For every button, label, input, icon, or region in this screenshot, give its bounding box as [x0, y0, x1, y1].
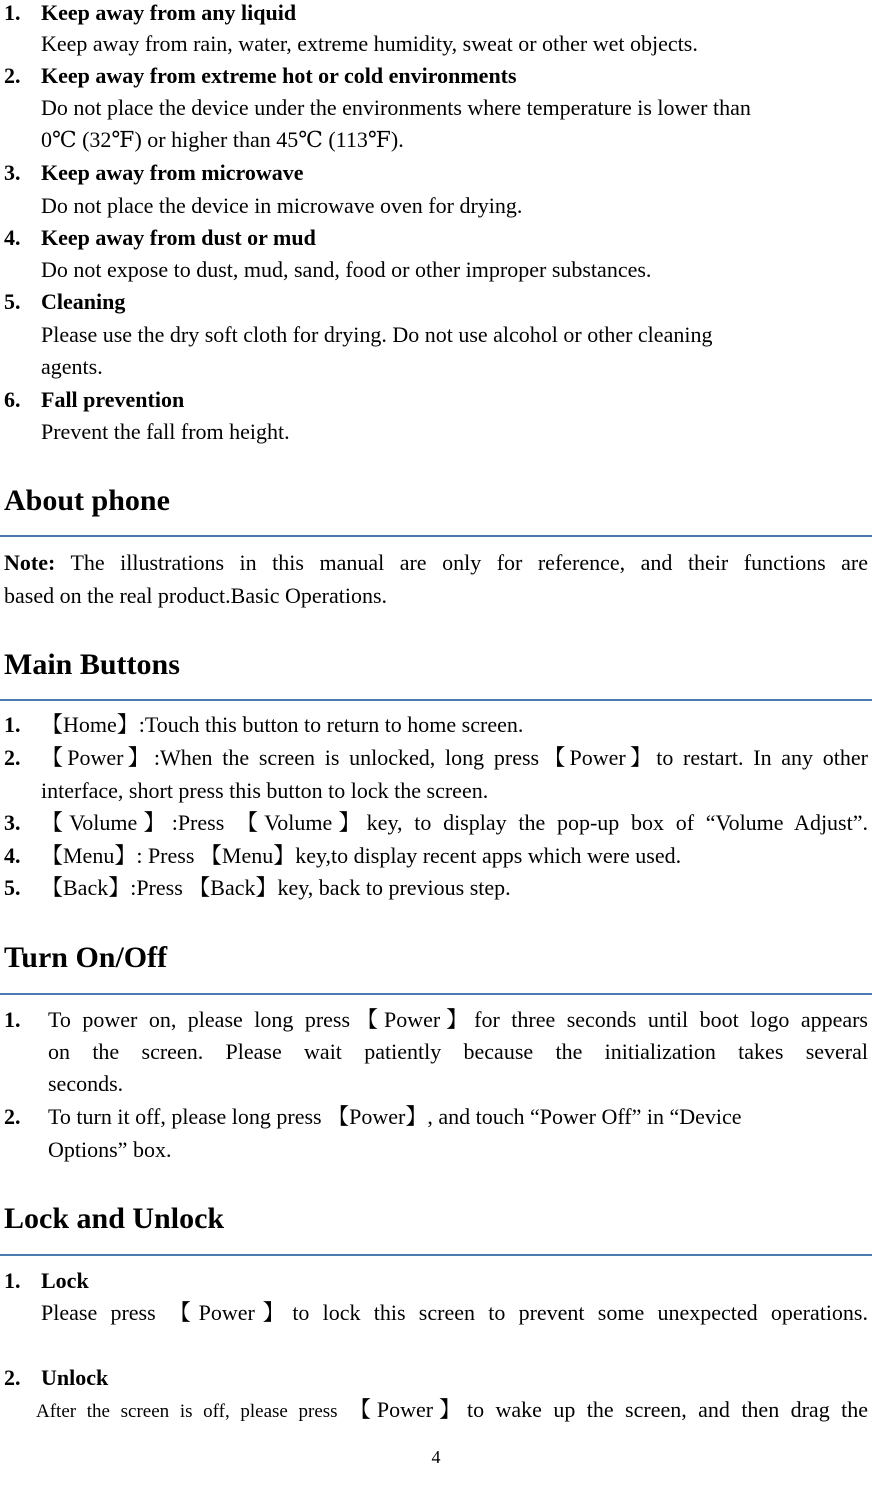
main-buttons-heading: Main Buttons	[4, 648, 180, 681]
main-buttons-rule	[0, 699, 872, 701]
button-item-4-text: 【Menu】: Press 【Menu】key,to display recent apps which were used.	[41, 843, 682, 868]
care-item-2-text-2: 0℃ (32℉) or higher than 45℃ (113℉).	[41, 127, 404, 152]
note-text: The illustrations in this manual are only for reference, and their functions are	[70, 550, 869, 575]
care-item-1-text: Keep away from rain, water, extreme humidity, sweat or other wet objects.	[41, 31, 698, 56]
turn-item-2-text-1: To turn it off, please long press 【Power】, and touch “Power Off” in “Device	[48, 1104, 742, 1129]
note-label: Note:	[4, 550, 56, 575]
turn-item-2-number: 2.	[4, 1104, 21, 1129]
care-item-2-text-1: Do not place the device under the environments where temperature is lower than	[41, 95, 751, 120]
button-item-2-number: 2.	[4, 745, 21, 770]
care-item-6-text: Prevent the fall from height.	[41, 419, 290, 444]
about-note-line-2: based on the real product.Basic Operations.	[4, 583, 388, 608]
care-item-2-number: 2.	[4, 63, 21, 88]
care-item-6-number: 6.	[4, 387, 21, 412]
care-item-1-number: 1.	[4, 0, 21, 25]
about-note-line-1	[4, 550, 868, 576]
button-item-3-text: 【Volume】:Press 【Volume】key, to display the pop-up box of “Volume Adjust”.	[41, 810, 868, 835]
turn-on-off-heading: Turn On/Off	[4, 941, 168, 974]
care-item-3-title: Keep away from microwave	[41, 160, 304, 185]
page-number: 4	[431, 1447, 441, 1467]
turn-item-1-number: 1.	[4, 1007, 21, 1032]
lock-unlock-rule	[0, 1254, 872, 1256]
button-item-5-text: 【Back】:Press 【Back】key, back to previous step.	[41, 875, 511, 900]
care-item-6-title: Fall prevention	[41, 387, 185, 412]
lock-item-2-text	[36, 1397, 868, 1425]
turn-on-off-rule	[0, 993, 872, 995]
lock-item-1-number: 1.	[4, 1268, 21, 1293]
care-item-5-number: 5.	[4, 289, 21, 314]
button-item-1-number: 1.	[4, 712, 21, 737]
about-phone-rule	[0, 535, 872, 537]
button-item-1-text: 【Home】:Touch this button to return to home screen.	[41, 712, 524, 737]
button-item-4-number: 4.	[4, 843, 21, 868]
button-item-5-number: 5.	[4, 875, 21, 900]
lock-unlock-heading: Lock and Unlock	[4, 1202, 225, 1235]
care-item-4-title: Keep away from dust or mud	[41, 225, 316, 250]
turn-item-1-text-1: To power on, please long press【Power】for three seconds until boot logo appears	[48, 1007, 868, 1032]
care-item-3-text: Do not place the device in microwave oven for drying.	[41, 193, 523, 218]
care-item-2-title: Keep away from extreme hot or cold environments	[41, 63, 517, 88]
lock-item-2-text-rest: 【Power】to wake up the screen, and then drag the	[349, 1397, 868, 1422]
turn-item-1-text-3: seconds.	[48, 1071, 124, 1096]
care-item-4-number: 4.	[4, 225, 21, 250]
button-item-2-text-2: interface, short press this button to lock the screen.	[41, 778, 489, 803]
lock-item-2-number: 2.	[4, 1365, 21, 1390]
care-item-1-title: Keep away from any liquid	[41, 0, 297, 25]
lock-item-1-text: Please press 【Power】to lock this screen to prevent some unexpected operations.	[41, 1300, 868, 1325]
lock-item-2-text-small: After the screen is off, please press	[36, 1401, 338, 1422]
care-item-5-text-2: agents.	[41, 354, 103, 379]
turn-item-1-text-2: on the screen. Please wait patiently because the initialization takes several	[48, 1039, 868, 1064]
lock-item-2-title: Unlock	[41, 1365, 109, 1390]
lock-item-1-title: Lock	[41, 1268, 89, 1293]
care-item-5-text-1: Please use the dry soft cloth for drying. Do not use alcohol or other cleaning	[41, 322, 713, 347]
turn-item-2-text-2: Options” box.	[48, 1137, 172, 1162]
care-item-3-number: 3.	[4, 160, 21, 185]
button-item-3-number: 3.	[4, 810, 21, 835]
about-phone-heading: About phone	[4, 484, 170, 517]
care-item-5-title: Cleaning	[41, 289, 126, 314]
care-item-4-text: Do not expose to dust, mud, sand, food or other improper substances.	[41, 257, 652, 282]
button-item-2-text-1: 【Power】:When the screen is unlocked, long press【Power】to restart. In any other	[41, 745, 868, 770]
